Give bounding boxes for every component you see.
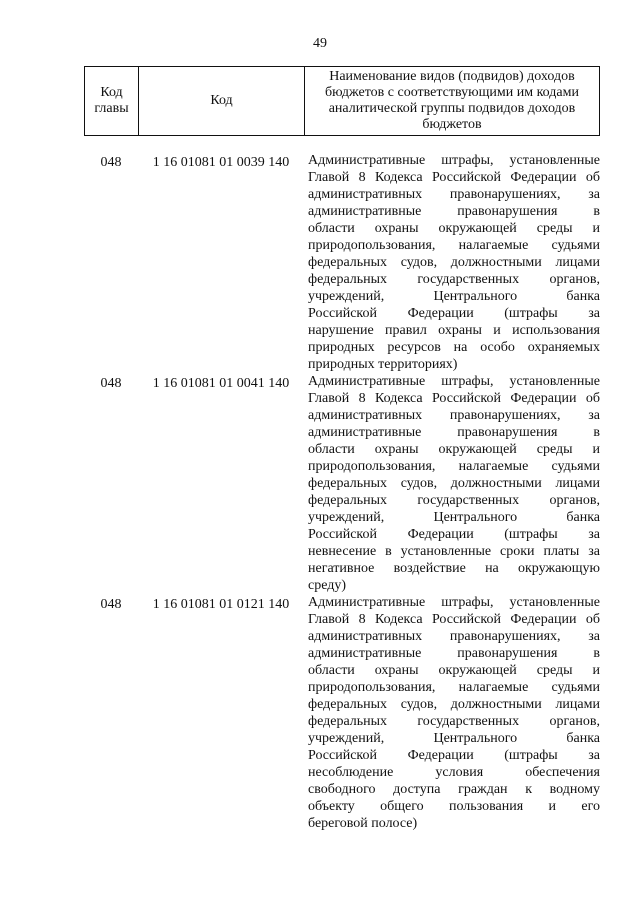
word: Российской	[308, 306, 377, 321]
word: Главой	[308, 170, 350, 185]
description-line	[308, 645, 600, 662]
table-header	[84, 66, 600, 136]
word: судов,	[400, 697, 438, 712]
word: налагаемые	[458, 459, 529, 474]
word: штрафы,	[441, 153, 494, 168]
description-line	[308, 220, 600, 237]
word: об	[585, 391, 600, 406]
income-description	[304, 594, 600, 832]
word: водному	[549, 782, 600, 797]
word: и	[548, 799, 557, 814]
word: невнесение	[308, 544, 377, 559]
page-number: 49	[313, 36, 327, 51]
word: области	[308, 442, 355, 457]
word: охраны	[374, 442, 419, 457]
word: административных	[308, 408, 423, 423]
header-name-line: бюджетов	[422, 117, 482, 132]
word: охраны	[374, 663, 419, 678]
word: учреждений,	[308, 289, 385, 304]
word: природных	[308, 340, 375, 355]
word: федеральных	[308, 255, 388, 270]
word: лицами	[555, 476, 600, 491]
word: судьями	[551, 238, 600, 253]
word: федеральных	[308, 493, 388, 508]
description-line	[308, 560, 600, 577]
word: установленные	[509, 595, 600, 610]
word: федеральных	[308, 697, 388, 712]
word: федеральных	[308, 714, 388, 729]
description-line	[308, 169, 600, 186]
word: ресурсов	[387, 340, 441, 355]
word: правонарушения	[457, 204, 558, 219]
word: Главой	[308, 391, 350, 406]
word: органов,	[549, 714, 600, 729]
word: в	[593, 646, 600, 661]
header-code: Код	[139, 67, 305, 135]
word: Кодекса	[374, 170, 423, 185]
header-name-line: аналитической группы подвидов доходов	[328, 101, 576, 116]
header-name-line: бюджетов с соответствующими им кодами	[325, 85, 579, 100]
word: среду)	[308, 578, 347, 593]
word: налагаемые	[458, 680, 529, 695]
word: негативное	[308, 561, 375, 576]
description-line	[308, 186, 600, 203]
word: судов,	[400, 255, 438, 270]
budget-code: 1 16 01081 01 0041 140	[152, 376, 290, 391]
word: (штрафы	[504, 748, 558, 763]
word: правонарушениях,	[449, 408, 561, 423]
word: воздействие	[393, 561, 466, 576]
word: свободного	[308, 782, 376, 797]
word: за	[588, 187, 600, 202]
word: должностными	[450, 255, 542, 270]
description-line	[308, 373, 600, 390]
word: учреждений,	[308, 510, 385, 525]
income-description	[304, 373, 600, 594]
word: банка	[566, 510, 600, 525]
word: административных	[308, 629, 423, 644]
table-body	[84, 152, 600, 832]
word: Федерации	[510, 391, 577, 406]
word: федеральных	[308, 272, 388, 287]
word: Российской	[308, 748, 377, 763]
chapter-code: 048	[100, 597, 122, 612]
word: области	[308, 663, 355, 678]
word: должностными	[450, 697, 542, 712]
word: охраняемых	[527, 340, 600, 355]
word: органов,	[549, 272, 600, 287]
word: на	[453, 340, 468, 355]
header-chapter-code: Код главы	[85, 67, 139, 135]
word: Кодекса	[374, 612, 423, 627]
chapter-code: 048	[100, 376, 122, 391]
word: налагаемые	[458, 238, 529, 253]
description-line	[308, 492, 600, 509]
word: окружающую	[517, 561, 600, 576]
word: Кодекса	[374, 391, 423, 406]
word: за	[588, 629, 600, 644]
word: доступа	[393, 782, 441, 797]
description-line	[308, 747, 600, 764]
word: несоблюдение	[308, 765, 394, 780]
word: окружающей	[438, 221, 517, 236]
word: Главой	[308, 612, 350, 627]
description-line	[308, 339, 600, 356]
word: сроки	[500, 544, 535, 559]
word: использования	[512, 323, 600, 338]
word: за	[588, 527, 600, 542]
word: Федерации	[407, 748, 474, 763]
word: и	[493, 323, 501, 338]
word: области	[308, 221, 355, 236]
word: природопользования,	[308, 680, 436, 695]
description-line	[308, 203, 600, 220]
word: платы	[543, 544, 580, 559]
header-name-line: Наименование видов (подвидов) доходов	[329, 69, 575, 84]
word: Российской	[431, 170, 501, 185]
description-line	[308, 254, 600, 271]
word: Федерации	[510, 612, 577, 627]
word: государственных	[417, 493, 520, 508]
description-line	[308, 458, 600, 475]
description-line	[308, 662, 600, 679]
description-line	[308, 526, 600, 543]
word: Центрального	[433, 289, 518, 304]
word: учреждений,	[308, 731, 385, 746]
description-line	[308, 356, 600, 373]
description-line	[308, 271, 600, 288]
table-row	[84, 373, 600, 594]
word: охраны	[374, 221, 419, 236]
word: 8	[358, 391, 366, 406]
word: административные	[308, 646, 422, 661]
word: правонарушениях,	[449, 629, 561, 644]
word: государственных	[417, 714, 520, 729]
chapter-code: 048	[100, 155, 122, 170]
word: природных территориях)	[308, 357, 458, 372]
word: лицами	[555, 255, 600, 270]
word: Административные	[308, 595, 426, 610]
word: административных	[308, 187, 423, 202]
word: обеспечения	[525, 765, 600, 780]
word: Центрального	[433, 731, 518, 746]
word: 8	[358, 170, 366, 185]
word: административные	[308, 204, 422, 219]
word: окружающей	[438, 442, 517, 457]
word: в	[593, 425, 600, 440]
description-line	[308, 577, 600, 594]
budget-code: 1 16 01081 01 0039 140	[152, 155, 290, 170]
word: нарушение	[308, 323, 374, 338]
word: штрафы,	[441, 595, 494, 610]
description-line	[308, 730, 600, 747]
description-line	[308, 322, 600, 339]
word: Российской	[308, 527, 377, 542]
description-line	[308, 781, 600, 798]
description-line	[308, 679, 600, 696]
word: установленные	[509, 153, 600, 168]
word: Федерации	[510, 170, 577, 185]
word: природопользования,	[308, 459, 436, 474]
word: природопользования,	[308, 238, 436, 253]
word: правонарушениях,	[449, 187, 561, 202]
word: в	[385, 544, 392, 559]
header-name	[305, 67, 599, 135]
word: среды	[536, 442, 573, 457]
word: пользования	[448, 799, 524, 814]
table-row	[84, 152, 600, 373]
word: на	[485, 561, 499, 576]
word: государственных	[417, 272, 520, 287]
description-line	[308, 305, 600, 322]
word: за	[588, 748, 600, 763]
word: и	[592, 663, 600, 678]
word: должностными	[450, 476, 542, 491]
description-line	[308, 594, 600, 611]
word: Административные	[308, 153, 426, 168]
budget-code: 1 16 01081 01 0121 140	[152, 597, 290, 612]
word: граждан	[458, 782, 508, 797]
word: банка	[566, 289, 600, 304]
description-line	[308, 764, 600, 781]
word: среды	[536, 663, 573, 678]
word: Российской	[431, 612, 501, 627]
description-line	[308, 713, 600, 730]
description-line	[308, 288, 600, 305]
word: объекту	[308, 799, 355, 814]
description-line	[308, 424, 600, 441]
description-line	[308, 815, 600, 832]
word: правонарушения	[457, 646, 558, 661]
word: установленные	[400, 544, 492, 559]
word: за	[588, 408, 600, 423]
word: административные	[308, 425, 422, 440]
word: окружающей	[438, 663, 517, 678]
word: за	[588, 544, 600, 559]
word: за	[588, 306, 600, 321]
word: 8	[358, 612, 366, 627]
word: его	[581, 799, 600, 814]
word: особо	[480, 340, 515, 355]
word: судьями	[551, 680, 600, 695]
income-description	[304, 152, 600, 373]
table-row	[84, 594, 600, 832]
word: об	[585, 170, 600, 185]
word: (штрафы	[504, 527, 558, 542]
word: и	[592, 221, 600, 236]
description-line	[308, 390, 600, 407]
word: и	[592, 442, 600, 457]
description-line	[308, 611, 600, 628]
description-line	[308, 543, 600, 560]
word: штрафы,	[441, 374, 494, 389]
description-line	[308, 696, 600, 713]
word: правил	[385, 323, 427, 338]
word: (штрафы	[504, 306, 558, 321]
word: об	[585, 612, 600, 627]
word: Федерации	[407, 527, 474, 542]
word: установленные	[509, 374, 600, 389]
word: к	[525, 782, 532, 797]
word: Административные	[308, 374, 426, 389]
word: федеральных	[308, 476, 388, 491]
description-line	[308, 237, 600, 254]
word: Российской	[431, 391, 501, 406]
description-line	[308, 628, 600, 645]
word: среды	[536, 221, 573, 236]
word: лицами	[555, 697, 600, 712]
description-line	[308, 798, 600, 815]
description-line	[308, 407, 600, 424]
word: правонарушения	[457, 425, 558, 440]
word: банка	[566, 731, 600, 746]
description-line	[308, 475, 600, 492]
word: береговой полосе)	[308, 816, 418, 831]
description-line	[308, 152, 600, 169]
word: охраны	[438, 323, 482, 338]
word: Федерации	[407, 306, 474, 321]
word: условия	[435, 765, 484, 780]
word: Центрального	[433, 510, 518, 525]
description-line	[308, 441, 600, 458]
word: судов,	[400, 476, 438, 491]
word: в	[593, 204, 600, 219]
word: общего	[380, 799, 424, 814]
word: судьями	[551, 459, 600, 474]
word: органов,	[549, 493, 600, 508]
description-line	[308, 509, 600, 526]
